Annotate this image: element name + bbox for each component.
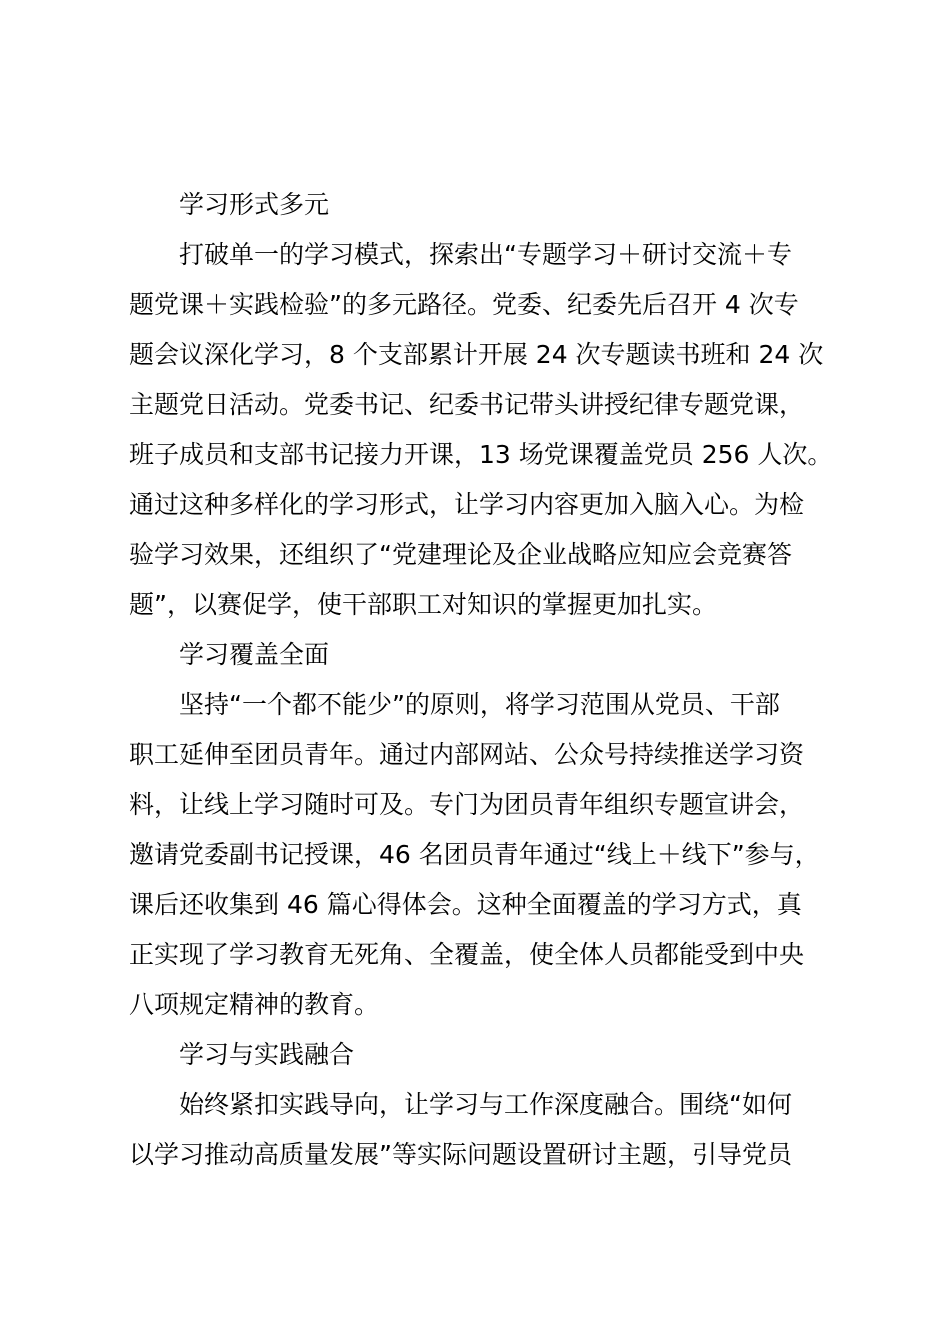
paragraph-line: 课后还收集到 46 篇心得体会。这种全面覆盖的学习方式，真: [129, 890, 802, 919]
paragraph-line: 通过这种多样化的学习形式，让学习内容更加入脑入心。为检: [129, 490, 805, 519]
section-heading: 学习形式多元: [179, 190, 330, 219]
paragraph-line: 班子成员和支部书记接力开课，13 场党课覆盖党员 256 人次。: [129, 440, 833, 469]
paragraph-line: 打破单一的学习模式，探索出“专题学习＋研讨交流＋专: [179, 240, 792, 269]
paragraph-line: 邀请党委副书记授课，46 名团员青年通过“线上＋线下”参与，: [129, 840, 820, 869]
paragraph-line: 以学习推动高质量发展”等实际问题设置研讨主题，引导党员: [129, 1140, 792, 1169]
section-heading: 学习与实践融合: [179, 1040, 355, 1069]
document-body: [129, 180, 831, 1180]
paragraph-line: 正实现了学习教育无死角、全覆盖，使全体人员都能受到中央: [129, 940, 805, 969]
paragraph-line: 题会议深化学习，8 个支部累计开展 24 次专题读书班和 24 次: [129, 340, 824, 369]
paragraph-line: 料，让线上学习随时可及。专门为团员青年组织专题宣讲会，: [129, 790, 805, 819]
section-heading: 学习覆盖全面: [179, 640, 330, 669]
paragraph-line: 职工延伸至团员青年。通过内部网站、公众号持续推送学习资: [129, 740, 805, 769]
paragraph-line: 八项规定精神的教育。: [129, 990, 380, 1019]
paragraph-line: 坚持“一个都不能少”的原则，将学习范围从党员、干部: [179, 690, 780, 719]
paragraph-line: 主题党日活动。党委书记、纪委书记带头讲授纪律专题党课，: [129, 390, 805, 419]
paragraph-line: 题”，以赛促学，使干部职工对知识的掌握更加扎实。: [129, 590, 717, 619]
paragraph-line: 始终紧扣实践导向，让学习与工作深度融合。围绕“如何: [179, 1090, 792, 1119]
paragraph-line: 题党课＋实践检验”的多元路径。党委、纪委先后召开 4 次专: [129, 290, 799, 319]
paragraph-line: 验学习效果，还组织了“党建理论及企业战略应知应会竞赛答: [129, 540, 792, 569]
